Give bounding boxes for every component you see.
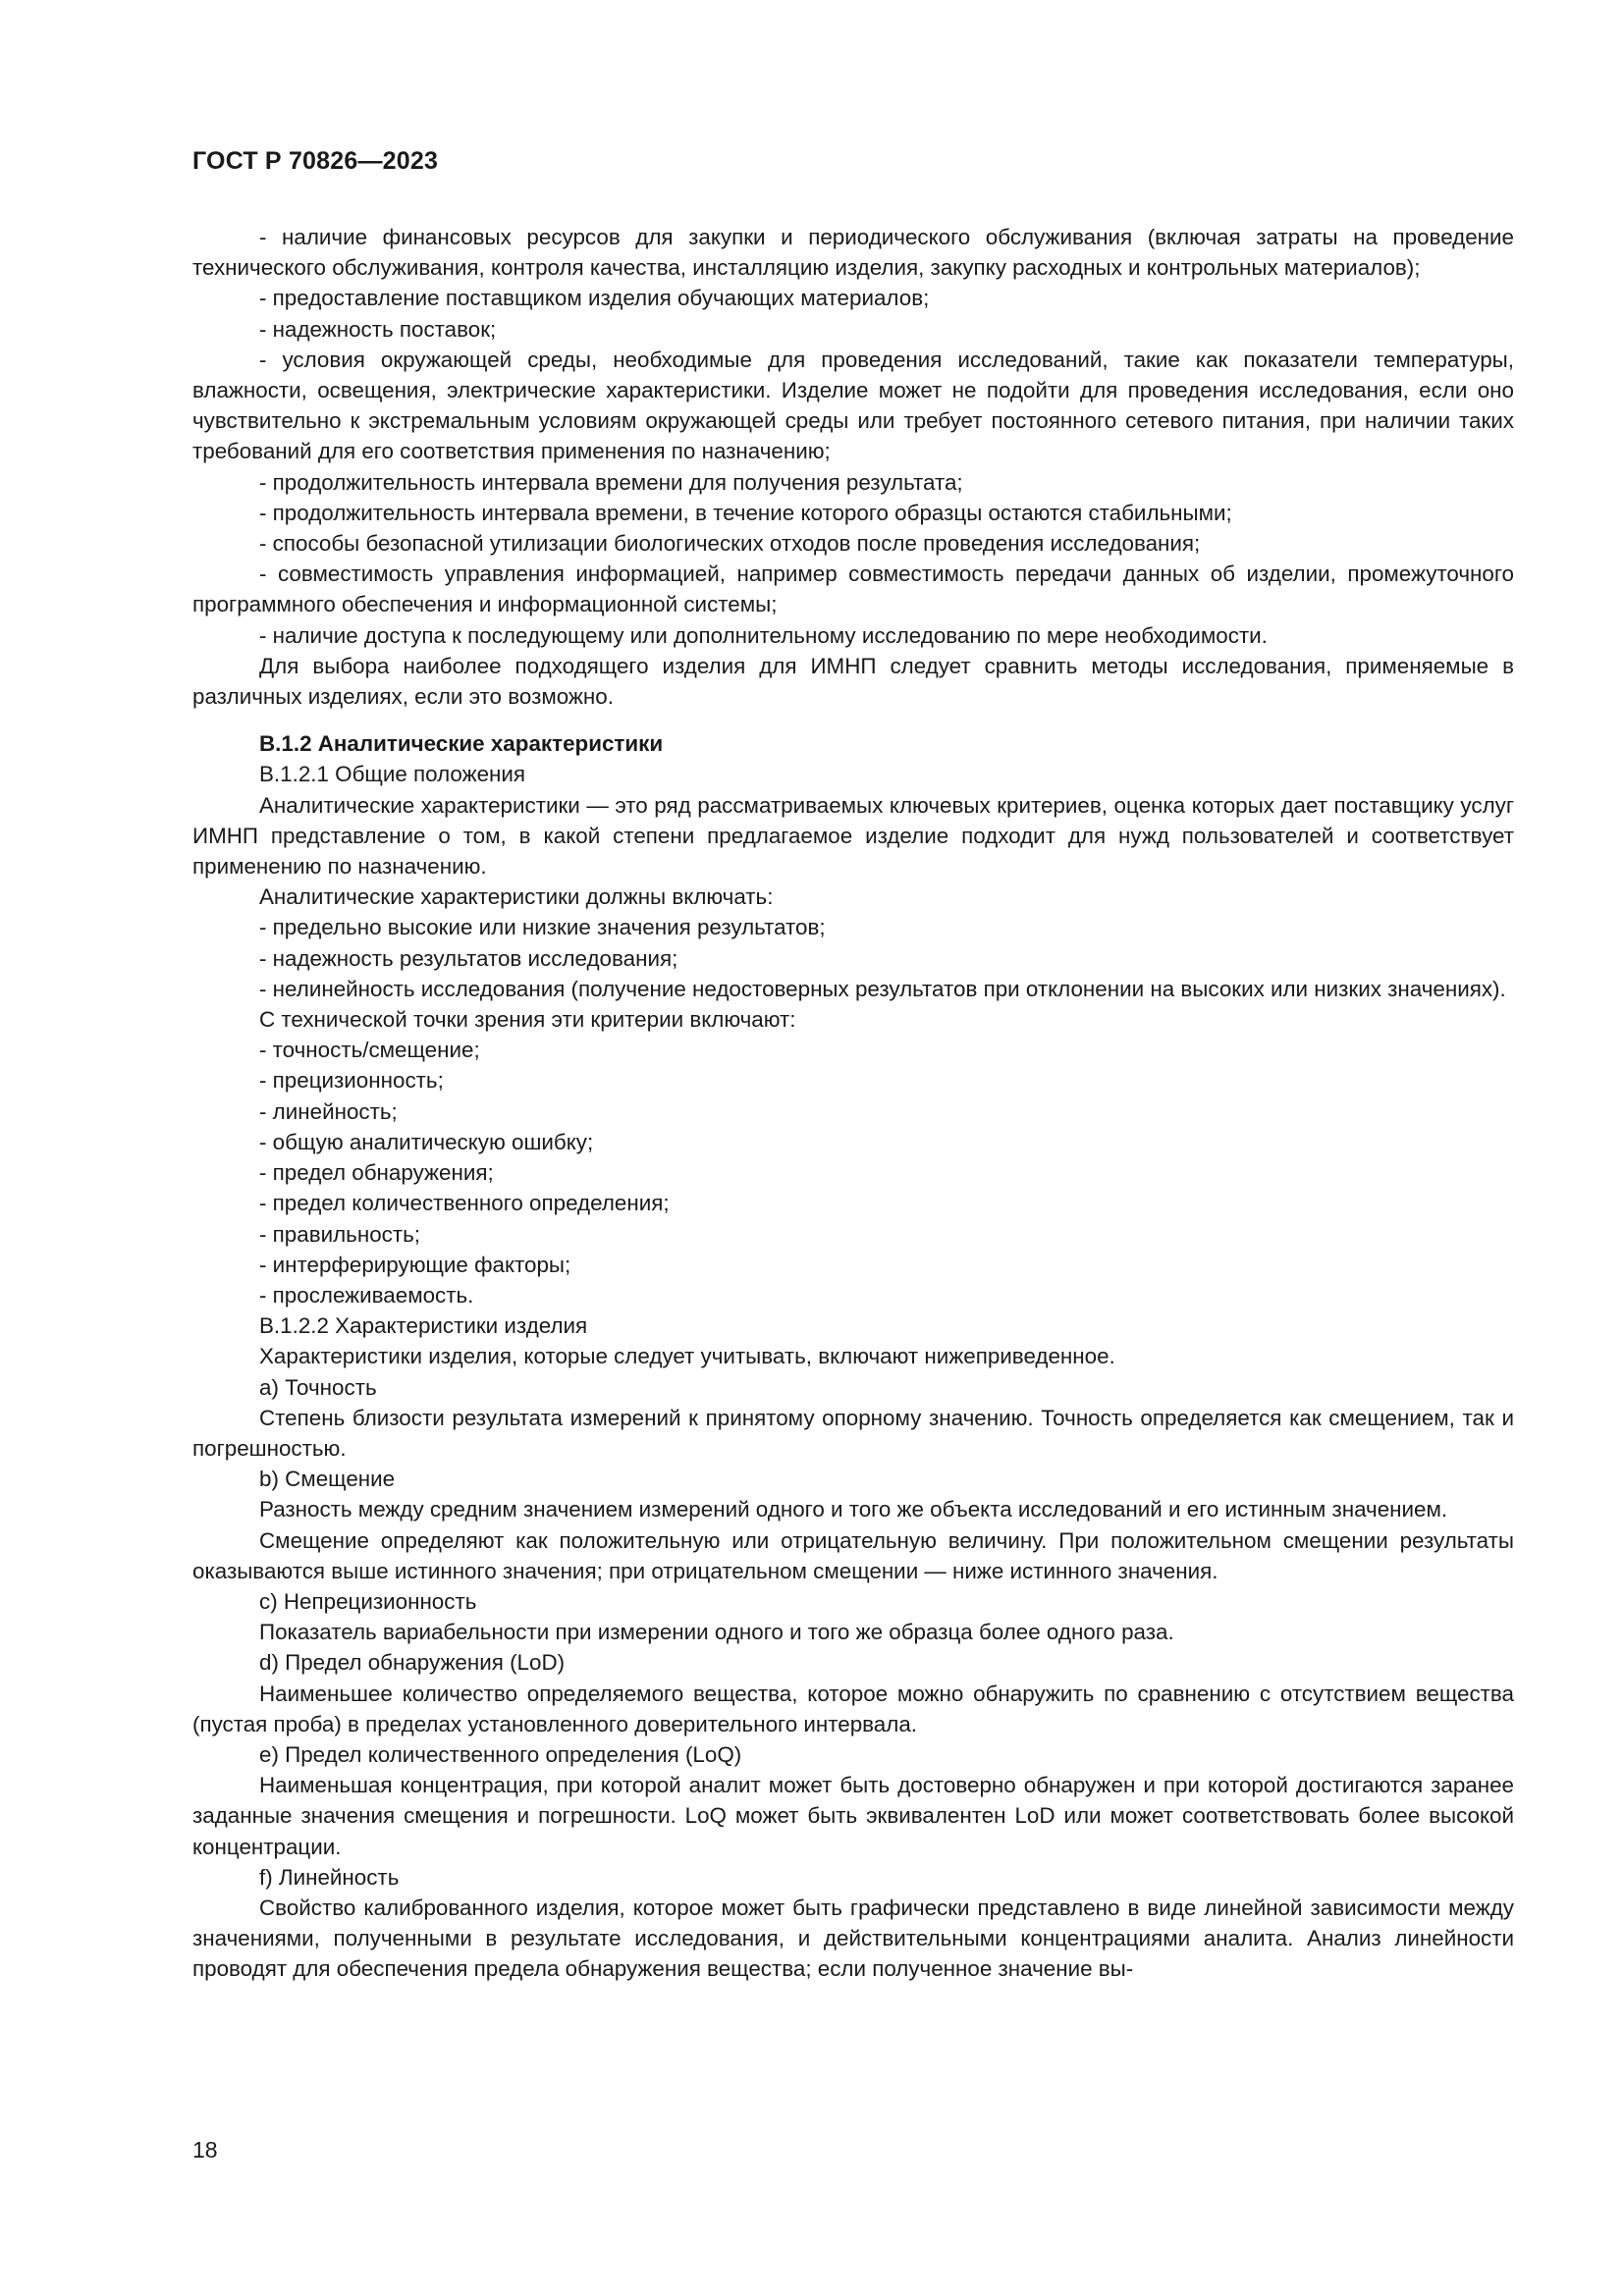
page-number: 18 bbox=[192, 2137, 218, 2163]
paragraph: Показатель вариабельности при измерении одного и того же образца более одного раза. bbox=[259, 1620, 1174, 1645]
paragraph: Разность между средним значением измерений одного и того же объекта исследований и его истинным значением. bbox=[259, 1497, 1448, 1522]
paragraph: Для выбора наиболее подходящего изделия для ИМНП следует сравнить методы исследования, применяемые в различных изделиях, если это возможно. bbox=[192, 653, 1514, 710]
paragraph: - условия окружающей среды, необходимые для проведения исследований, такие как показатели температуры, влажности, освещения, электрические характеристики. Изделие может не подойти для проведения исследования, если оно чувствительно к экстремальным условиям окружающей среды или требует постоянного сетевого питания, при наличии таких требований для его соответствия применения по назначению; bbox=[192, 347, 1514, 464]
paragraph: а) Точность bbox=[259, 1374, 377, 1400]
section-heading: В.1.2 Аналитические характеристики bbox=[259, 731, 664, 757]
paragraph: - правильность; bbox=[259, 1221, 420, 1247]
paragraph: Наименьшая концентрация, при которой аналит может быть достоверно обнаружен и при которой достигаются заранее заданные значения смещения и погрешности. LoQ может быть эквивалентен LoD или может соответствовать более высокой концентрации. bbox=[192, 1773, 1514, 1859]
paragraph: - прослеживаемость. bbox=[259, 1282, 474, 1308]
paragraph: - предел количественного определения; bbox=[259, 1191, 670, 1216]
paragraph: - предоставление поставщиком изделия обучающих материалов; bbox=[259, 286, 930, 311]
paragraph: - предельно высокие или низкие значения результатов; bbox=[259, 915, 826, 940]
paragraph: - наличие доступа к последующему или дополнительному исследованию по мере необходимости. bbox=[259, 622, 1268, 648]
paragraph: - надежность поставок; bbox=[259, 316, 497, 342]
paragraph: - продолжительность интервала времени для получения результата; bbox=[259, 469, 963, 495]
paragraph: - прецизионность; bbox=[259, 1068, 444, 1094]
paragraph: - продолжительность интервала времени, в течение которого образцы остаются стабильными; bbox=[259, 500, 1232, 525]
document-body bbox=[192, 222, 1514, 1985]
paragraph: d) Предел обнаружения (LoD) bbox=[259, 1650, 566, 1676]
paragraph: - наличие финансовых ресурсов для закупки и периодического обслуживания (включая затраты на проведение технического обслуживания, контроля качества, инсталляцию изделия, закупку расходных и контрольных материалов); bbox=[192, 225, 1514, 281]
paragraph: С технической точки зрения эти критерии включают: bbox=[259, 1007, 796, 1033]
paragraph: Наименьшее количество определяемого вещества, которое можно обнаружить по сравнению с отсутствием вещества (пустая проба) в пределах установленного доверительного интервала. bbox=[192, 1681, 1514, 1736]
paragraph: с) Непрецизионность bbox=[259, 1588, 477, 1614]
paragraph: - общую аналитическую ошибку; bbox=[259, 1129, 594, 1154]
paragraph: - предел обнаружения; bbox=[259, 1160, 494, 1186]
document-header: ГОСТ Р 70826—2023 bbox=[192, 147, 439, 175]
paragraph: - совместимость управления информацией, например совместимость передачи данных об изделии, промежуточного программного обеспечения и информационной системы; bbox=[192, 561, 1514, 617]
paragraph: Смещение определяют как положительную или отрицательную величину. При положительном смещении результаты оказываются выше истинного значения; при отрицательном смещении — ниже истинного значения. bbox=[192, 1527, 1514, 1583]
paragraph: b) Смещение bbox=[259, 1467, 396, 1492]
paragraph: Свойство калиброванного изделия, которое может быть графически представлено в виде линейной зависимости между значениями, полученными в результате исследования, и действительными концентрациями аналита. Анализ линейности проводят для обеспечения предела обнаружения вещества; если полученное значение вы- bbox=[192, 1895, 1514, 1982]
paragraph: Аналитические характеристики должны включать: bbox=[259, 884, 774, 910]
paragraph: - интерферирующие факторы; bbox=[259, 1252, 571, 1277]
paragraph: - точность/смещение; bbox=[259, 1038, 480, 1063]
paragraph: - нелинейность исследования (получение недостоверных результатов при отклонении на высоких или низких значениях). bbox=[259, 976, 1506, 1001]
paragraph: Степень близости результата измерений к принятому опорному значению. Точность определяется как смещением, так и погрешностью. bbox=[192, 1405, 1514, 1461]
paragraph: В.1.2.1 Общие положения bbox=[259, 762, 526, 787]
paragraph: f) Линейность bbox=[259, 1864, 400, 1890]
paragraph: е) Предел количественного определения (LoQ) bbox=[259, 1741, 742, 1767]
paragraph: Характеристики изделия, которые следует учитывать, включают нижеприведенное. bbox=[259, 1344, 1115, 1369]
paragraph: В.1.2.2 Характеристики изделия bbox=[259, 1313, 588, 1339]
paragraph: Аналитические характеристики — это ряд рассматриваемых ключевых критериев, оценка которых дает поставщику услуг ИМНП представление о том, в какой степени предлагаемое изделие подходит для нужд пользователей и соответствует применению по назначению. bbox=[192, 792, 1514, 880]
paragraph: - надежность результатов исследования; bbox=[259, 945, 678, 971]
paragraph: - способы безопасной утилизации биологических отходов после проведения исследования; bbox=[259, 531, 1201, 557]
paragraph: - линейность; bbox=[259, 1098, 398, 1124]
